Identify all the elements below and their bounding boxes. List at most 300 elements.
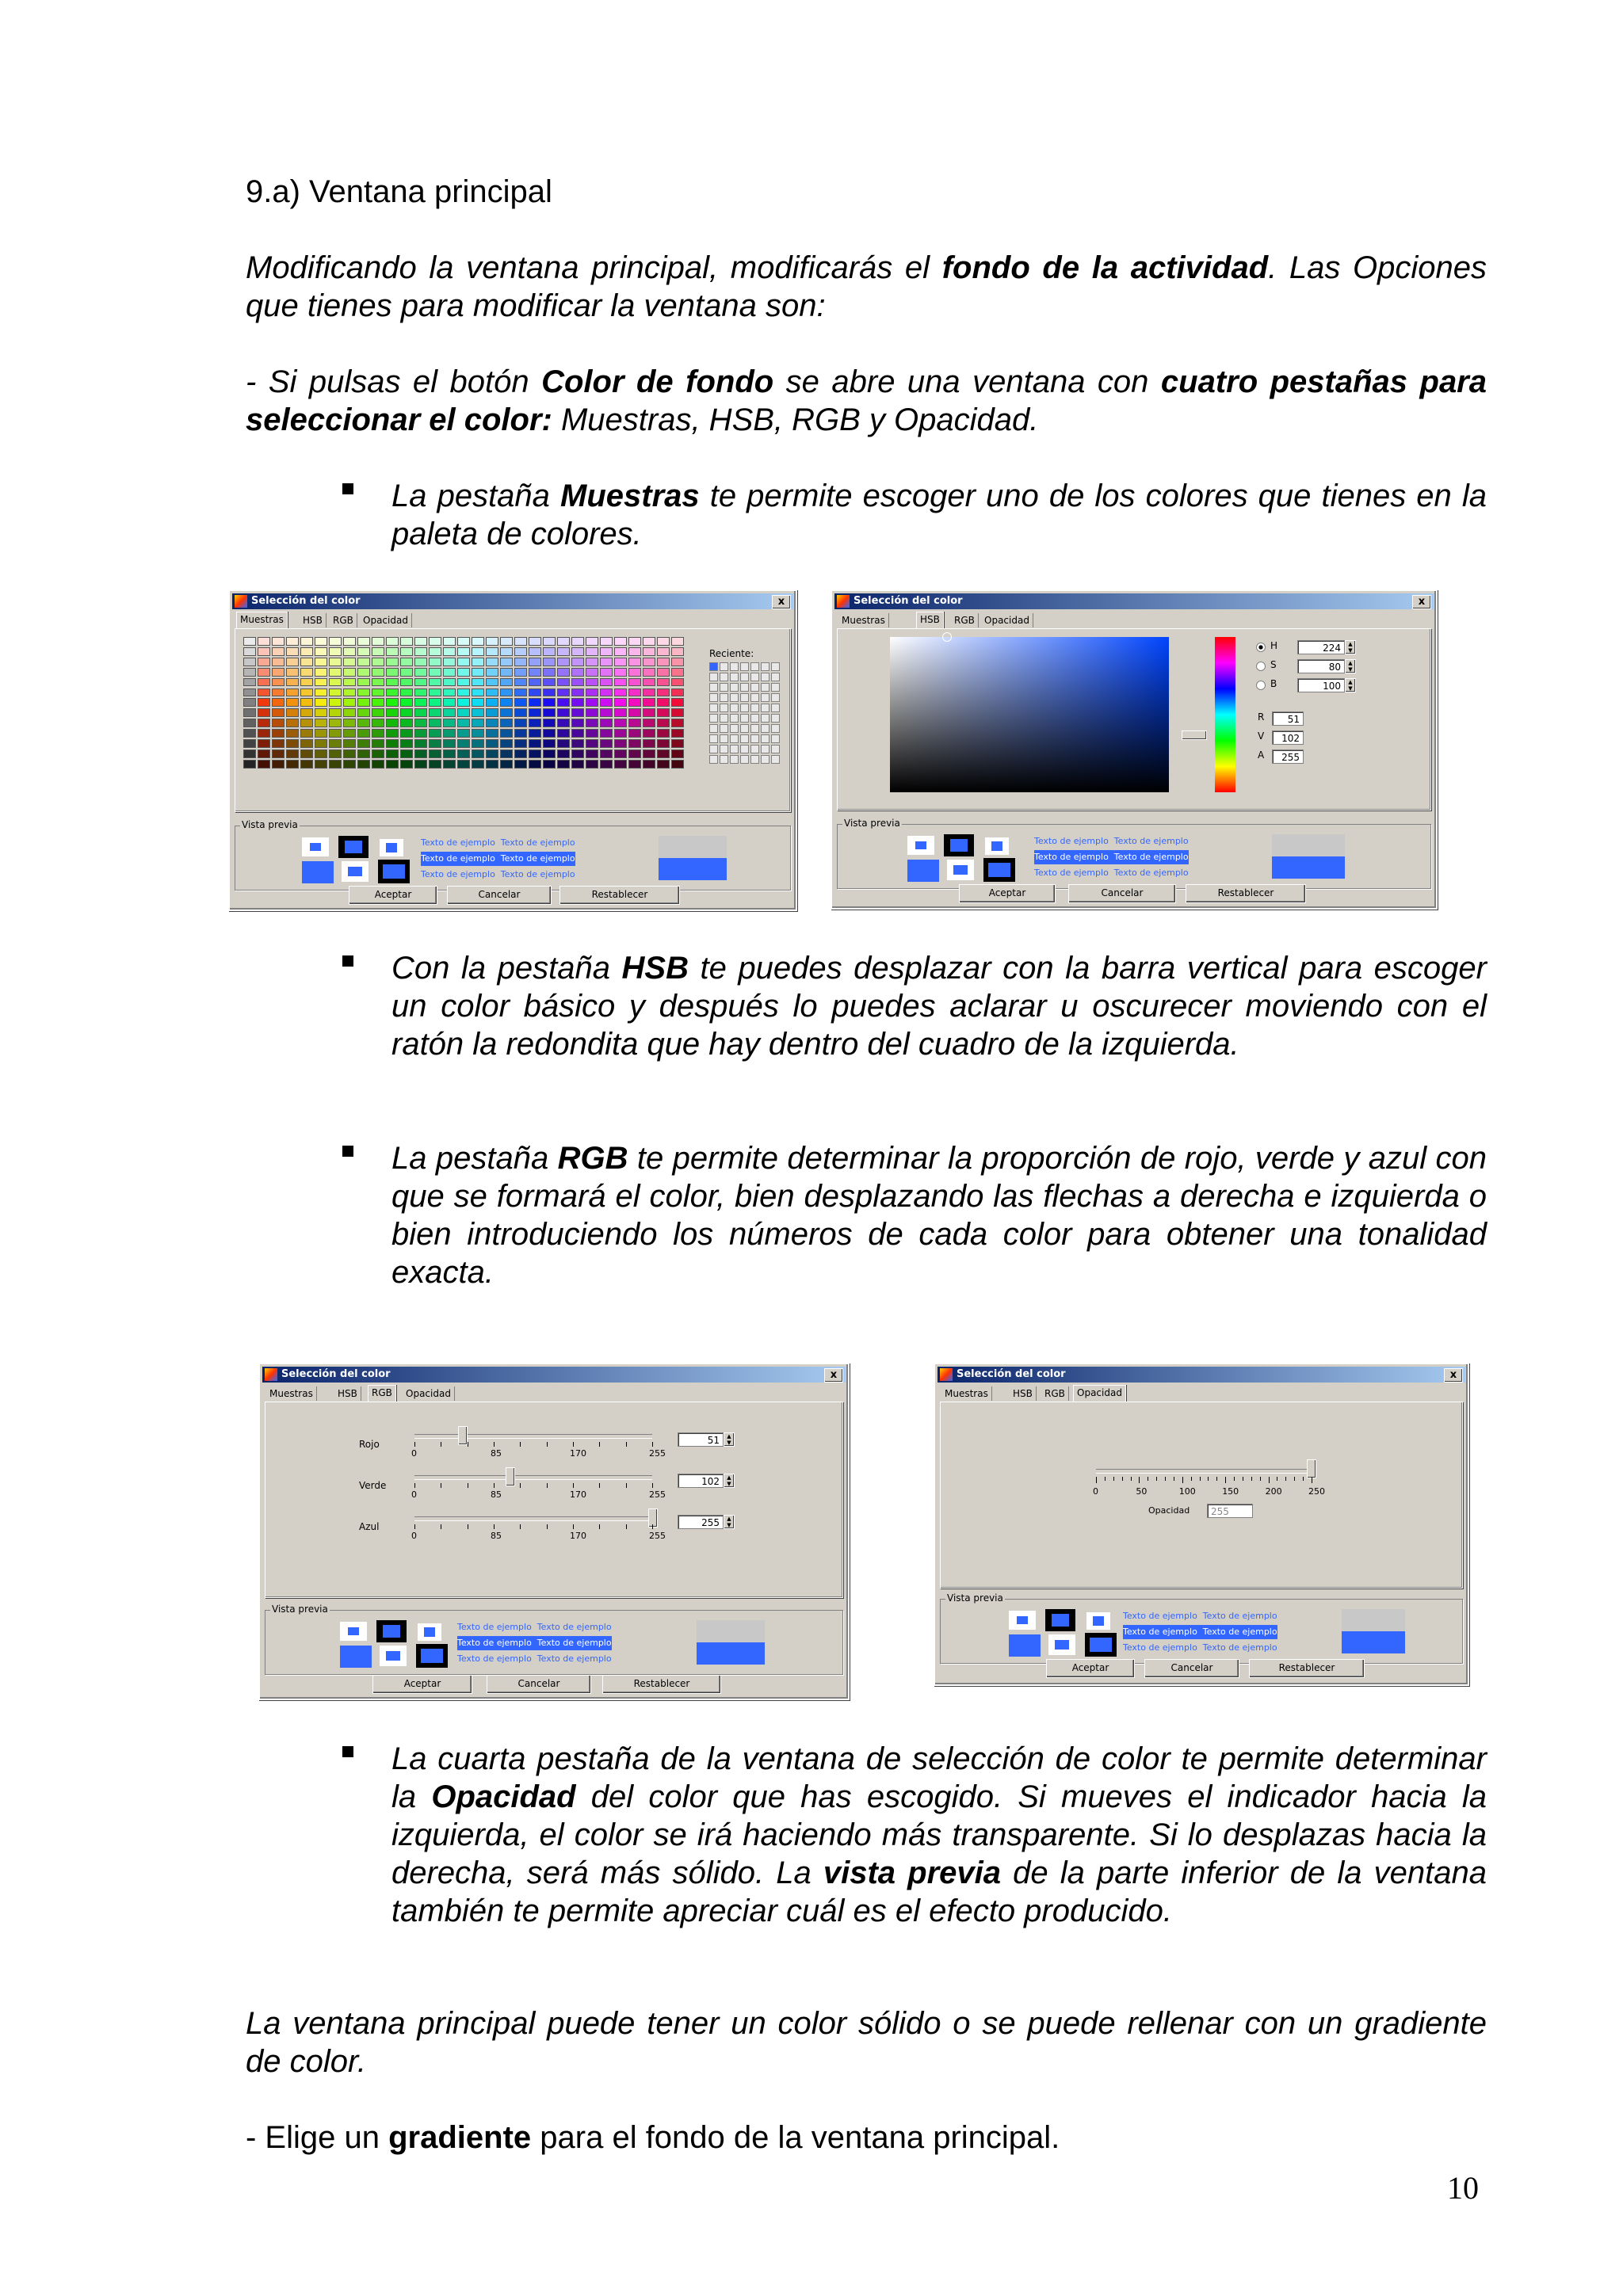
palette-swatch[interactable] xyxy=(472,637,484,646)
palette-swatch[interactable] xyxy=(586,668,598,677)
palette-swatch[interactable] xyxy=(286,719,299,727)
palette-swatch[interactable] xyxy=(671,760,684,769)
tab-hsb[interactable]: HSB xyxy=(300,613,327,627)
palette-swatch[interactable] xyxy=(443,658,456,666)
palette-swatch[interactable] xyxy=(400,678,413,687)
palette-swatch[interactable] xyxy=(329,688,342,697)
tab-hsb[interactable]: HSB xyxy=(916,612,944,628)
palette-swatch[interactable] xyxy=(571,729,584,738)
hsb-value-field[interactable]: 224 xyxy=(1297,640,1345,654)
palette-swatch[interactable] xyxy=(243,647,256,656)
palette-swatch[interactable] xyxy=(243,760,256,769)
palette-swatch[interactable] xyxy=(500,708,513,717)
palette-swatch[interactable] xyxy=(343,729,356,738)
palette-swatch[interactable] xyxy=(272,688,285,697)
palette-swatch[interactable] xyxy=(300,708,313,717)
accept-button[interactable]: Aceptar xyxy=(349,886,437,905)
palette-swatch[interactable] xyxy=(457,637,470,646)
recent-swatch[interactable] xyxy=(740,734,749,743)
palette-swatch[interactable] xyxy=(443,739,456,748)
palette-swatch[interactable] xyxy=(357,749,370,758)
palette-swatch[interactable] xyxy=(315,749,327,758)
recent-swatch[interactable] xyxy=(720,745,728,753)
palette-swatch[interactable] xyxy=(586,658,598,666)
palette-swatch[interactable] xyxy=(329,760,342,769)
palette-swatch[interactable] xyxy=(671,637,684,646)
recent-swatch[interactable] xyxy=(709,662,718,671)
palette-swatch[interactable] xyxy=(529,698,541,707)
palette-swatch[interactable] xyxy=(472,658,484,666)
palette-swatch[interactable] xyxy=(529,749,541,758)
palette-swatch[interactable] xyxy=(357,668,370,677)
palette-swatch[interactable] xyxy=(514,688,527,697)
palette-swatch[interactable] xyxy=(258,739,270,748)
palette-swatch[interactable] xyxy=(443,729,456,738)
palette-swatch[interactable] xyxy=(657,719,670,727)
palette-swatch[interactable] xyxy=(628,637,641,646)
palette-swatch[interactable] xyxy=(443,668,456,677)
palette-swatch[interactable] xyxy=(457,698,470,707)
palette-swatch[interactable] xyxy=(243,719,256,727)
spinner-arrows-icon[interactable]: ▲ ▼ xyxy=(724,1474,735,1488)
recent-swatch[interactable] xyxy=(771,662,780,671)
palette-swatch[interactable] xyxy=(586,688,598,697)
palette-swatch[interactable] xyxy=(443,647,456,656)
palette-swatch[interactable] xyxy=(457,678,470,687)
palette-swatch[interactable] xyxy=(628,678,641,687)
palette-swatch[interactable] xyxy=(571,688,584,697)
palette-swatch[interactable] xyxy=(343,678,356,687)
hue-slider-handle[interactable] xyxy=(1182,730,1207,740)
recent-swatch[interactable] xyxy=(761,745,769,753)
palette-swatch[interactable] xyxy=(414,658,427,666)
palette-swatch[interactable] xyxy=(628,739,641,748)
palette-swatch[interactable] xyxy=(643,637,655,646)
palette-swatch[interactable] xyxy=(628,729,641,738)
palette-swatch[interactable] xyxy=(457,749,470,758)
palette-swatch[interactable] xyxy=(243,729,256,738)
palette-swatch[interactable] xyxy=(386,739,399,748)
palette-swatch[interactable] xyxy=(571,658,584,666)
palette-swatch[interactable] xyxy=(429,668,441,677)
palette-swatch[interactable] xyxy=(500,678,513,687)
palette-swatch[interactable] xyxy=(671,658,684,666)
palette-swatch[interactable] xyxy=(329,698,342,707)
palette-swatch[interactable] xyxy=(586,749,598,758)
recent-swatch[interactable] xyxy=(771,673,780,681)
tab-opacidad[interactable]: Opacidad xyxy=(360,613,412,627)
palette-swatch[interactable] xyxy=(300,658,313,666)
palette-swatch[interactable] xyxy=(414,729,427,738)
palette-swatch[interactable] xyxy=(628,708,641,717)
palette-swatch[interactable] xyxy=(400,688,413,697)
palette-swatch[interactable] xyxy=(272,637,285,646)
palette-swatch[interactable] xyxy=(243,688,256,697)
palette-swatch[interactable] xyxy=(614,739,627,748)
palette-swatch[interactable] xyxy=(386,729,399,738)
palette-swatch[interactable] xyxy=(372,678,384,687)
rgb-value-field[interactable]: 102 xyxy=(678,1474,724,1488)
palette-swatch[interactable] xyxy=(357,647,370,656)
palette-swatch[interactable] xyxy=(628,760,641,769)
palette-swatch[interactable] xyxy=(614,749,627,758)
recent-swatch[interactable] xyxy=(709,673,718,681)
palette-swatch[interactable] xyxy=(243,637,256,646)
palette-swatch[interactable] xyxy=(315,698,327,707)
palette-swatch[interactable] xyxy=(543,647,556,656)
tab-opacidad[interactable]: Opacidad xyxy=(981,613,1033,627)
palette-swatch[interactable] xyxy=(429,658,441,666)
palette-swatch[interactable] xyxy=(586,719,598,727)
recent-swatch[interactable] xyxy=(771,714,780,723)
palette-swatch[interactable] xyxy=(315,658,327,666)
palette-swatch[interactable] xyxy=(557,698,570,707)
palette-swatch[interactable] xyxy=(286,760,299,769)
palette-swatch[interactable] xyxy=(586,708,598,717)
palette-swatch[interactable] xyxy=(315,760,327,769)
palette-swatch[interactable] xyxy=(300,760,313,769)
palette-swatch[interactable] xyxy=(457,719,470,727)
palette-swatch[interactable] xyxy=(571,637,584,646)
palette-swatch[interactable] xyxy=(357,708,370,717)
palette-swatch[interactable] xyxy=(500,688,513,697)
palette-swatch[interactable] xyxy=(286,688,299,697)
recent-swatch[interactable] xyxy=(750,745,759,753)
palette-swatch[interactable] xyxy=(300,668,313,677)
tab-rgb[interactable]: RGB xyxy=(1041,1386,1069,1401)
palette-swatch[interactable] xyxy=(614,658,627,666)
tab-rgb[interactable]: RGB xyxy=(951,613,979,627)
recent-swatch[interactable] xyxy=(761,734,769,743)
palette-swatch[interactable] xyxy=(543,729,556,738)
recent-swatch[interactable] xyxy=(720,734,728,743)
recent-swatch[interactable] xyxy=(750,724,759,733)
palette-swatch[interactable] xyxy=(258,719,270,727)
rgb-slider-track[interactable] xyxy=(414,1434,652,1439)
palette-swatch[interactable] xyxy=(543,658,556,666)
palette-swatch[interactable] xyxy=(472,739,484,748)
palette-swatch[interactable] xyxy=(272,708,285,717)
recent-swatch[interactable] xyxy=(709,734,718,743)
recent-swatch[interactable] xyxy=(750,673,759,681)
palette-swatch[interactable] xyxy=(671,708,684,717)
palette-swatch[interactable] xyxy=(643,647,655,656)
hsb-value-field[interactable]: 100 xyxy=(1297,678,1345,692)
palette-swatch[interactable] xyxy=(614,668,627,677)
palette-swatch[interactable] xyxy=(557,658,570,666)
palette-swatch[interactable] xyxy=(315,668,327,677)
palette-swatch[interactable] xyxy=(343,719,356,727)
recent-swatch[interactable] xyxy=(740,714,749,723)
accept-button[interactable]: Aceptar xyxy=(372,1675,472,1694)
palette-swatch[interactable] xyxy=(543,698,556,707)
palette-swatch[interactable] xyxy=(286,749,299,758)
palette-swatch[interactable] xyxy=(614,688,627,697)
reset-button[interactable]: Restablecer xyxy=(602,1675,721,1694)
palette-swatch[interactable] xyxy=(671,698,684,707)
palette-swatch[interactable] xyxy=(472,749,484,758)
palette-swatch[interactable] xyxy=(372,698,384,707)
palette-swatch[interactable] xyxy=(443,637,456,646)
opacity-slider-thumb[interactable] xyxy=(1307,1459,1316,1478)
palette-swatch[interactable] xyxy=(357,678,370,687)
recent-swatch[interactable] xyxy=(720,755,728,764)
palette-swatch[interactable] xyxy=(357,658,370,666)
palette-swatch[interactable] xyxy=(286,708,299,717)
palette-swatch[interactable] xyxy=(472,729,484,738)
palette-swatch[interactable] xyxy=(400,668,413,677)
palette-swatch[interactable] xyxy=(343,698,356,707)
palette-swatch[interactable] xyxy=(443,688,456,697)
recent-swatch[interactable] xyxy=(740,724,749,733)
palette-swatch[interactable] xyxy=(657,688,670,697)
recent-swatch[interactable] xyxy=(709,693,718,702)
palette-swatch[interactable] xyxy=(272,698,285,707)
palette-swatch[interactable] xyxy=(286,637,299,646)
palette-swatch[interactable] xyxy=(600,719,613,727)
palette-swatch[interactable] xyxy=(657,658,670,666)
palette-swatch[interactable] xyxy=(486,688,498,697)
palette-swatch[interactable] xyxy=(414,637,427,646)
palette-swatch[interactable] xyxy=(315,729,327,738)
recent-swatch[interactable] xyxy=(750,683,759,692)
palette-swatch[interactable] xyxy=(300,698,313,707)
recent-swatch[interactable] xyxy=(730,714,739,723)
palette-swatch[interactable] xyxy=(486,698,498,707)
palette-swatch[interactable] xyxy=(529,708,541,717)
palette-swatch[interactable] xyxy=(514,678,527,687)
palette-swatch[interactable] xyxy=(514,708,527,717)
palette-swatch[interactable] xyxy=(372,668,384,677)
palette-swatch[interactable] xyxy=(400,658,413,666)
palette-swatch[interactable] xyxy=(329,637,342,646)
palette-swatch[interactable] xyxy=(586,637,598,646)
recent-swatch[interactable] xyxy=(761,683,769,692)
recent-swatch[interactable] xyxy=(720,662,728,671)
palette-swatch[interactable] xyxy=(586,760,598,769)
palette-swatch[interactable] xyxy=(586,678,598,687)
recent-swatch[interactable] xyxy=(730,745,739,753)
palette-swatch[interactable] xyxy=(372,688,384,697)
rgb-slider-track[interactable] xyxy=(414,1475,652,1480)
palette-swatch[interactable] xyxy=(343,708,356,717)
palette-swatch[interactable] xyxy=(557,678,570,687)
palette-swatch[interactable] xyxy=(372,760,384,769)
palette-swatch[interactable] xyxy=(372,719,384,727)
palette-swatch[interactable] xyxy=(657,760,670,769)
cancel-button[interactable]: Cancelar xyxy=(447,886,552,905)
palette-swatch[interactable] xyxy=(386,708,399,717)
palette-swatch[interactable] xyxy=(315,688,327,697)
recent-swatch[interactable] xyxy=(740,704,749,712)
palette-swatch[interactable] xyxy=(329,708,342,717)
palette-swatch[interactable] xyxy=(300,719,313,727)
palette-swatch[interactable] xyxy=(243,678,256,687)
palette-swatch[interactable] xyxy=(414,647,427,656)
palette-swatch[interactable] xyxy=(258,678,270,687)
close-button[interactable]: x xyxy=(772,595,791,609)
spinner-arrows-icon[interactable]: ▲ ▼ xyxy=(1345,659,1356,673)
palette-swatch[interactable] xyxy=(543,637,556,646)
palette-swatch[interactable] xyxy=(414,760,427,769)
palette-swatch[interactable] xyxy=(258,729,270,738)
palette-swatch[interactable] xyxy=(443,678,456,687)
palette-swatch[interactable] xyxy=(400,647,413,656)
recent-swatch[interactable] xyxy=(720,683,728,692)
palette-swatch[interactable] xyxy=(400,719,413,727)
palette-swatch[interactable] xyxy=(586,739,598,748)
cancel-button[interactable]: Cancelar xyxy=(1068,884,1176,903)
palette-swatch[interactable] xyxy=(643,668,655,677)
palette-swatch[interactable] xyxy=(386,658,399,666)
palette-swatch[interactable] xyxy=(600,688,613,697)
palette-swatch[interactable] xyxy=(272,760,285,769)
palette-swatch[interactable] xyxy=(429,760,441,769)
palette-swatch[interactable] xyxy=(429,637,441,646)
palette-swatch[interactable] xyxy=(571,708,584,717)
palette-swatch[interactable] xyxy=(514,739,527,748)
palette-swatch[interactable] xyxy=(557,739,570,748)
palette-swatch[interactable] xyxy=(243,749,256,758)
palette-swatch[interactable] xyxy=(543,739,556,748)
palette-swatch[interactable] xyxy=(486,647,498,656)
palette-swatch[interactable] xyxy=(457,668,470,677)
palette-swatch[interactable] xyxy=(258,647,270,656)
recent-swatch[interactable] xyxy=(730,693,739,702)
radio-button[interactable] xyxy=(1256,681,1266,690)
palette-swatch[interactable] xyxy=(429,708,441,717)
palette-swatch[interactable] xyxy=(529,719,541,727)
palette-swatch[interactable] xyxy=(514,749,527,758)
palette-swatch[interactable] xyxy=(500,719,513,727)
palette-swatch[interactable] xyxy=(557,637,570,646)
palette-swatch[interactable] xyxy=(657,668,670,677)
palette-swatch[interactable] xyxy=(600,647,613,656)
palette-swatch[interactable] xyxy=(543,719,556,727)
palette-swatch[interactable] xyxy=(643,719,655,727)
palette-swatch[interactable] xyxy=(486,678,498,687)
palette-swatch[interactable] xyxy=(628,749,641,758)
palette-swatch[interactable] xyxy=(600,637,613,646)
palette-swatch[interactable] xyxy=(386,698,399,707)
palette-swatch[interactable] xyxy=(486,729,498,738)
palette-swatch[interactable] xyxy=(571,739,584,748)
palette-swatch[interactable] xyxy=(258,688,270,697)
palette-swatch[interactable] xyxy=(600,708,613,717)
palette-swatch[interactable] xyxy=(571,760,584,769)
recent-swatch[interactable] xyxy=(740,662,749,671)
palette-swatch[interactable] xyxy=(486,658,498,666)
palette-swatch[interactable] xyxy=(571,678,584,687)
palette-swatch[interactable] xyxy=(315,647,327,656)
palette-swatch[interactable] xyxy=(429,647,441,656)
palette-swatch[interactable] xyxy=(329,668,342,677)
palette-swatch[interactable] xyxy=(600,678,613,687)
palette-swatch[interactable] xyxy=(243,698,256,707)
palette-swatch[interactable] xyxy=(614,729,627,738)
palette-swatch[interactable] xyxy=(329,739,342,748)
palette-swatch[interactable] xyxy=(372,749,384,758)
saturation-brightness-square[interactable] xyxy=(890,637,1169,792)
palette-swatch[interactable] xyxy=(643,708,655,717)
palette-swatch[interactable] xyxy=(643,739,655,748)
palette-swatch[interactable] xyxy=(472,708,484,717)
recent-swatch[interactable] xyxy=(771,683,780,692)
recent-swatch[interactable] xyxy=(761,704,769,712)
palette-swatch[interactable] xyxy=(529,658,541,666)
palette-swatch[interactable] xyxy=(500,658,513,666)
palette-swatch[interactable] xyxy=(429,698,441,707)
opacity-slider-track[interactable] xyxy=(1096,1469,1312,1474)
spinner-arrows-icon[interactable]: ▲ ▼ xyxy=(724,1432,735,1447)
palette-swatch[interactable] xyxy=(243,739,256,748)
palette-swatch[interactable] xyxy=(671,668,684,677)
palette-swatch[interactable] xyxy=(300,739,313,748)
recent-swatch[interactable] xyxy=(761,714,769,723)
palette-swatch[interactable] xyxy=(343,739,356,748)
recent-swatch[interactable] xyxy=(761,755,769,764)
palette-swatch[interactable] xyxy=(628,719,641,727)
palette-swatch[interactable] xyxy=(300,749,313,758)
palette-swatch[interactable] xyxy=(472,719,484,727)
opacity-value-field[interactable]: 255 xyxy=(1207,1504,1253,1518)
palette-swatch[interactable] xyxy=(500,698,513,707)
palette-swatch[interactable] xyxy=(472,647,484,656)
reset-button[interactable]: Restablecer xyxy=(1186,884,1306,903)
palette-swatch[interactable] xyxy=(258,708,270,717)
cancel-button[interactable]: Cancelar xyxy=(1144,1659,1239,1678)
palette-swatch[interactable] xyxy=(600,749,613,758)
palette-swatch[interactable] xyxy=(571,749,584,758)
palette-swatch[interactable] xyxy=(486,739,498,748)
palette-swatch[interactable] xyxy=(258,668,270,677)
palette-swatch[interactable] xyxy=(429,678,441,687)
palette-swatch[interactable] xyxy=(600,760,613,769)
radio-button[interactable] xyxy=(1256,643,1266,652)
palette-swatch[interactable] xyxy=(657,729,670,738)
palette-swatch[interactable] xyxy=(315,739,327,748)
recent-swatch[interactable] xyxy=(750,714,759,723)
recent-swatch[interactable] xyxy=(730,673,739,681)
palette-swatch[interactable] xyxy=(429,688,441,697)
tab-opacidad[interactable]: Opacidad xyxy=(1073,1385,1126,1402)
recent-swatch[interactable] xyxy=(750,704,759,712)
palette-swatch[interactable] xyxy=(543,760,556,769)
palette-swatch[interactable] xyxy=(386,760,399,769)
recent-swatch[interactable] xyxy=(771,693,780,702)
palette-swatch[interactable] xyxy=(571,698,584,707)
recent-swatch[interactable] xyxy=(709,704,718,712)
hsb-value-field[interactable]: 102 xyxy=(1272,730,1304,745)
palette-swatch[interactable] xyxy=(272,658,285,666)
palette-swatch[interactable] xyxy=(443,760,456,769)
tab-rgb[interactable]: RGB xyxy=(368,1385,396,1402)
palette-swatch[interactable] xyxy=(372,739,384,748)
recent-swatch[interactable] xyxy=(709,755,718,764)
rgb-slider-track[interactable] xyxy=(414,1516,652,1521)
palette-swatch[interactable] xyxy=(486,708,498,717)
tab-muestras[interactable]: Muestras xyxy=(266,1386,317,1401)
cancel-button[interactable]: Cancelar xyxy=(487,1675,591,1694)
palette-swatch[interactable] xyxy=(272,729,285,738)
palette-swatch[interactable] xyxy=(286,668,299,677)
rgb-value-field[interactable]: 51 xyxy=(678,1432,724,1447)
palette-swatch[interactable] xyxy=(372,658,384,666)
palette-swatch[interactable] xyxy=(614,647,627,656)
palette-swatch[interactable] xyxy=(357,739,370,748)
recent-swatch[interactable] xyxy=(771,704,780,712)
palette-swatch[interactable] xyxy=(500,760,513,769)
